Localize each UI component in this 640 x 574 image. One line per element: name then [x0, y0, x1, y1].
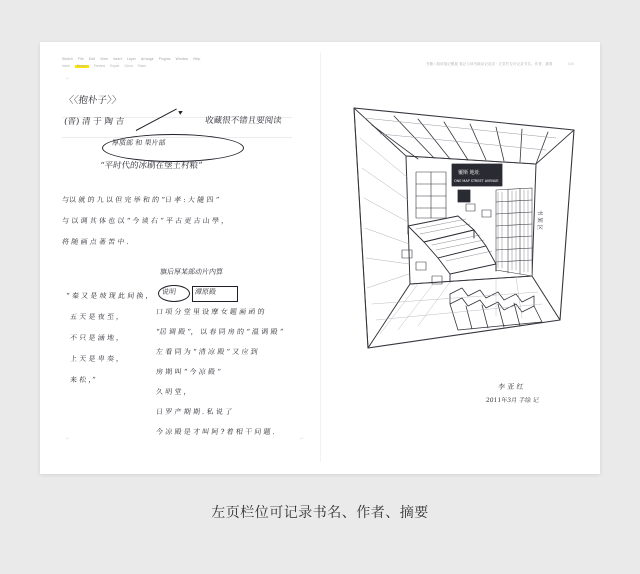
menu-item-3[interactable]: View [100, 57, 108, 61]
menu-item-2[interactable]: Edit [88, 57, 96, 61]
crop-tick-bl: ⌐ [66, 436, 70, 442]
note-box-label: 潭原殿 [194, 288, 217, 296]
note-mid-line-0: 口 项 分 堂 里 设 摩 女 题 画 函 的 [155, 308, 265, 316]
toolbar-item-5[interactable]: Share [137, 64, 147, 68]
circled-note-line2: “平时代的冰刷在堡土村粮” [99, 161, 203, 171]
toolbar-item-3[interactable]: Export [110, 64, 120, 68]
note-mid-line-4: 久 明 堂 ， [155, 388, 192, 396]
note-quote-line-0: “ 秦 又 是 坡 现 此 间 换 ， [65, 292, 154, 300]
menu-item-0[interactable]: Sketch [62, 57, 73, 61]
menu-item-5[interactable]: Layer [127, 57, 136, 61]
menu-item-4[interactable]: Insert [112, 57, 123, 61]
note-body-line-2: 将 随 画 点 著 苦 中 . [61, 238, 130, 246]
toolbar-item-highlight[interactable]: Resize [76, 64, 87, 68]
document-info-text: 书籍 / 阅读笔记模板 笔记与读书摘录记录页 · 左页栏位可记录书名、作者、摘要 [425, 62, 553, 66]
perspective-drawing [346, 98, 582, 398]
note-body-line-0: 与以 就 的 九 以 但 完 举 和 的 “日 孝 : 大 隨 四 ” [61, 196, 220, 204]
toolbar-item-0[interactable]: Insert [62, 64, 70, 68]
menu-item-6[interactable]: Arrange [141, 57, 154, 61]
menu-item-7[interactable]: Plugins [158, 57, 171, 61]
note-right-remark: 收藏很不错且要阅读 [204, 116, 283, 126]
document-header-info [426, 61, 574, 66]
figure-caption: 左页栏位可记录书名、作者、摘要 [211, 504, 429, 520]
page-number: 026 [567, 62, 574, 66]
note-quote-line-4: 来 松 ，” [69, 376, 96, 384]
crop-tick-bm: ⌐ [300, 436, 304, 442]
page-gutter [320, 52, 321, 462]
note-mid-title: 旗后厚某部动片内算 [159, 268, 224, 276]
plaque-line-2-text: ONE MAP STREET AVENUE [454, 179, 499, 183]
note-mid-line-6: 今 凉 殿 是 才 叫 阿 ? 着 相 干 问 题 . [155, 428, 276, 436]
drawing-svg [346, 98, 582, 398]
menu-item-9[interactable]: Help [193, 57, 201, 61]
toolbar-item-2[interactable]: Preview [93, 64, 106, 68]
crop-tick-tl: ⌐ [66, 76, 70, 82]
note-mid-line-1: “居 调 殿 ”， 以 春 同 房 的 “ 温 调 殿 ” [155, 328, 284, 336]
note-mid-line-3: 房 期 叫 “ 今 凉 殿 ” [155, 368, 222, 376]
circled-note-line1: 厚质部 和 果片部 [111, 139, 166, 147]
note-subtitle: (晋) 清 于 陶 吉 [63, 117, 125, 127]
note-mid-line-2: 左 看 同 为 “ 清 凉 殿 ” 又 应 到 [155, 348, 259, 356]
toolbar-item-4[interactable]: Cloud [124, 64, 133, 68]
plaque-line-1-text: 覆斯 地址 [458, 170, 480, 176]
menu-item-8[interactable]: Window [175, 57, 189, 61]
left-notebook-page [40, 42, 320, 474]
note-tag-label: 说明 [161, 288, 177, 296]
note-quote-line-1: 五 天 是 夜 至 ， [69, 313, 124, 321]
shelf-label-text: 书 架 区 [536, 210, 542, 230]
note-mid-line-5: 日 罗 产 期 期 . 私 说 了 [155, 408, 233, 416]
drawing-signature-line-2: 2011年3月 手绘 记 [485, 397, 540, 404]
annotation-arrow-head [178, 109, 183, 114]
note-title: 〈〈抱朴子〉〉 [63, 95, 122, 106]
annotation-arrow-line [136, 108, 177, 130]
drawing-signature-line-1: 李 亚 红 [497, 383, 524, 391]
menu-item-1[interactable]: File [77, 57, 84, 61]
note-quote-line-2: 不 只 是 涵 地 ， [69, 334, 124, 342]
note-quote-line-3: 上 天 是 卑 奏 ， [69, 355, 124, 363]
note-body-line-1: 与 以 调 其 体 也 以 “ 今 谈 右 ” 平 古 更 古 山 學 ， [61, 217, 229, 225]
